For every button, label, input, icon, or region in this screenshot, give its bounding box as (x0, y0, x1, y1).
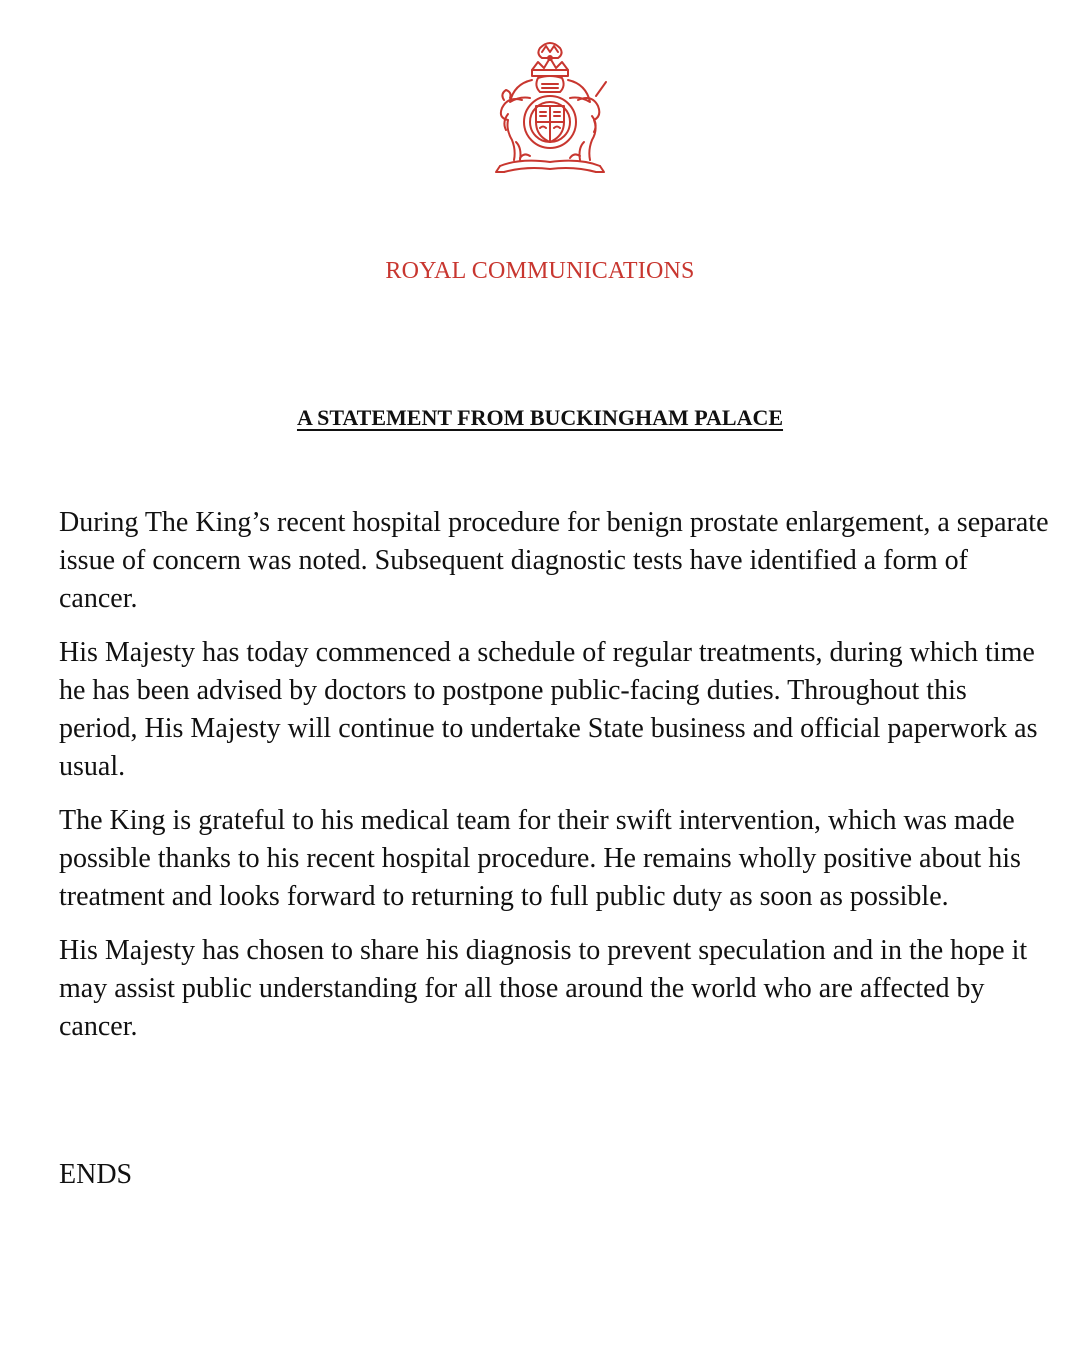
statement-paragraph: His Majesty has chosen to share his diagnosis to prevent speculation and in the hope it may assist public understanding for all those around the world who are affected by cancer. (59, 935, 1028, 1042)
statement-paragraph: The King is grateful to his medical team for their swift intervention, which was made possible thanks to his recent hospital procedure. He remains wholly positive about his treatment and looks forward to returning to full public duty as soon as possible. (59, 805, 1021, 912)
statement-body (59, 504, 1049, 1062)
closing-mark: ENDS (59, 1159, 133, 1190)
statement-paragraph: During The King’s recent hospital procedure for benign prostate enlargement, a separate issue of concern was noted. Subsequent diagnostic tests have identified a form of cancer. (59, 507, 1049, 614)
organization-name: ROYAL COMMUNICATIONS (385, 258, 695, 284)
statement-paragraph: His Majesty has today commenced a schedule of regular treatments, during which time he has been advised by doctors to postpone public-facing duties. Throughout this period, His Majesty will continue to undertake State business and official paperwork as usual. (59, 637, 1038, 782)
statement-title: A STATEMENT FROM BUCKINGHAM PALACE (296, 405, 784, 430)
royal-coat-of-arms-icon (470, 30, 630, 190)
